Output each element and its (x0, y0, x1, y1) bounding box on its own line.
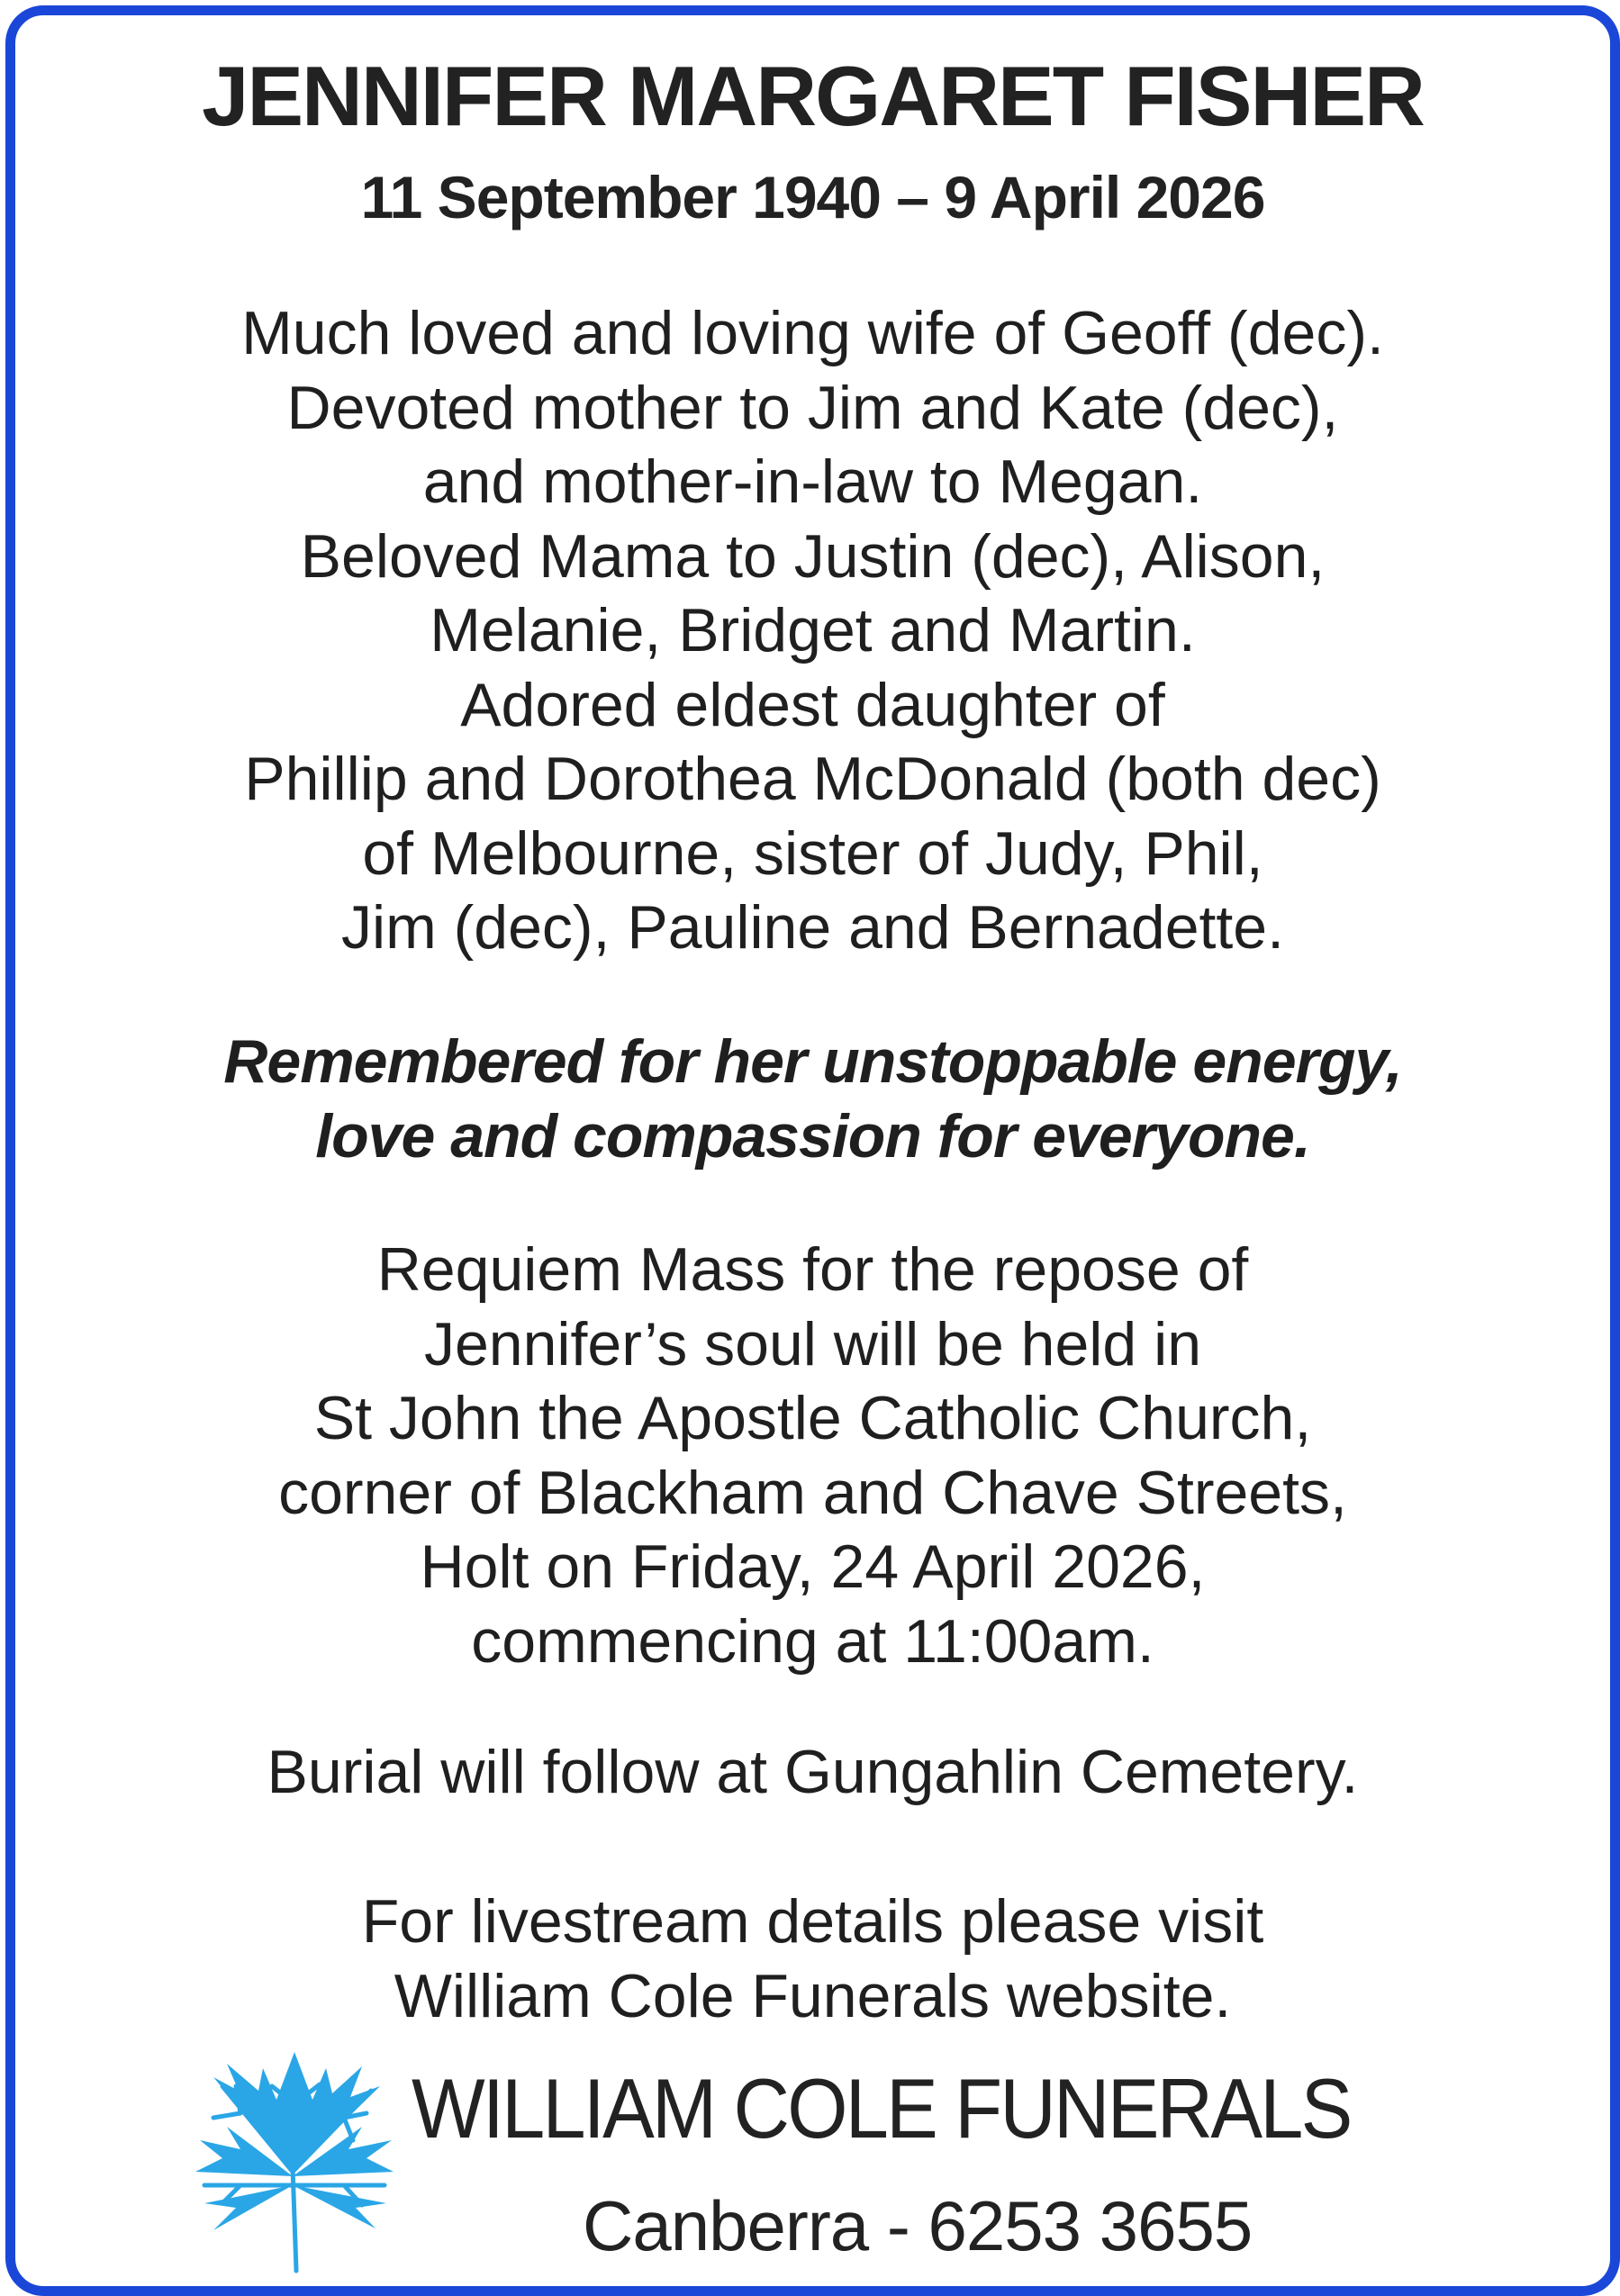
funeral-home-logo (186, 2050, 1492, 2275)
service-line: commencing at 11:00am. (471, 1606, 1154, 1676)
burial-line: Burial will follow at Gungahlin Cemetery. (267, 1738, 1359, 1806)
family-line: Much loved and loving wife of Geoff (dec). (241, 299, 1384, 367)
service-line: St John the Apostle Catholic Church, (313, 1384, 1312, 1452)
tribute-line: Remembered for her unstoppable energy, (223, 1027, 1402, 1096)
tribute-line: love and compassion for everyone. (315, 1101, 1310, 1171)
service-line: Holt on Friday, 24 April 2026, (420, 1532, 1206, 1601)
family-line: of Melbourne, sister of Judy, Phil, (362, 818, 1263, 888)
family-line: Beloved Mama to Justin (dec), Alison, (300, 521, 1326, 591)
family-line: Adored eldest daughter of (460, 670, 1165, 739)
life-dates: 11 September 1940 – 9 April 2026 (360, 164, 1265, 231)
service-line: corner of Blackham and Chave Streets, (278, 1458, 1347, 1527)
funeral-home-name: WILLIAM COLE FUNERALS (412, 2061, 1351, 2156)
tribute-paragraph (15, 1025, 1610, 1173)
service-paragraph (15, 1233, 1610, 1678)
family-line: Melanie, Bridget and Martin. (430, 596, 1196, 664)
livestream-line: For livestream details please visit (361, 1887, 1264, 1956)
family-line: Phillip and Dorothea McDonald (both dec) (244, 745, 1381, 813)
notice-frame (5, 5, 1620, 2296)
funeral-home-phone: Canberra - 6253 3655 (583, 2186, 1253, 2265)
deceased-name: JENNIFER MARGARET FISHER (202, 49, 1424, 143)
livestream-paragraph (15, 1885, 1610, 2033)
maple-leaf-icon (186, 2050, 403, 2275)
service-line: Requiem Mass for the repose of (376, 1235, 1249, 1304)
family-line: Devoted mother to Jim and Kate (dec), (286, 373, 1339, 442)
burial-paragraph (15, 1735, 1610, 1810)
family-paragraph (15, 296, 1610, 965)
family-line: and mother-in-law to Megan. (422, 447, 1203, 516)
livestream-line: William Cole Funerals website. (394, 1961, 1232, 2030)
family-line: Jim (dec), Pauline and Bernadette. (340, 893, 1285, 962)
service-line: Jennifer’s soul will be held in (423, 1309, 1202, 1379)
